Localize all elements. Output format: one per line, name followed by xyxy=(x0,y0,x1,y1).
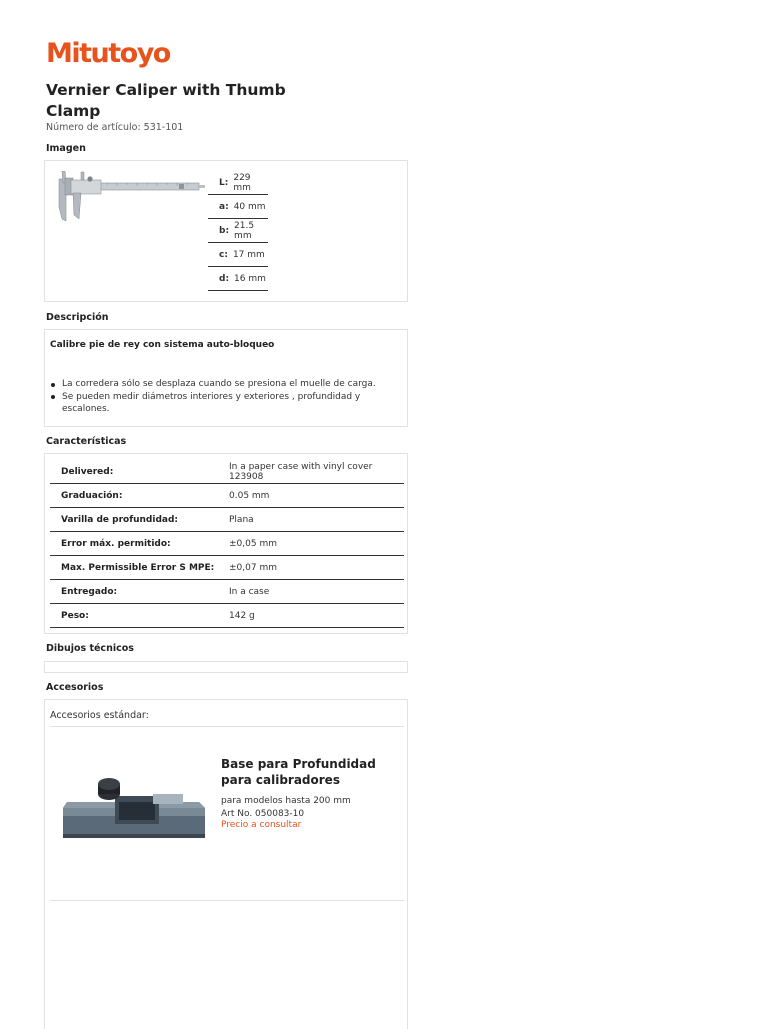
description-bullets xyxy=(50,378,407,416)
standard-accessories-label: Accesorios estándar: xyxy=(50,710,404,727)
table-row: Peso: 142 g xyxy=(50,604,404,628)
depth-base-image[interactable] xyxy=(59,776,209,848)
dimensions-list xyxy=(208,171,268,291)
characteristics-table xyxy=(50,460,404,628)
table-row: Max. Permissible Error S MPE: ±0,07 mm xyxy=(50,556,404,580)
mitutoyo-logo[interactable]: Mitutoyo xyxy=(46,38,170,69)
dimension-row: d: 16 mm xyxy=(208,267,268,291)
divider xyxy=(50,900,404,901)
description-title: Calibre pie de rey con sistema auto-bloqueo xyxy=(50,340,275,350)
accessory-details xyxy=(221,795,351,820)
product-title: Vernier Caliper with Thumb Clamp xyxy=(46,81,286,120)
list-item: Se pueden medir diámetros interiores y exteriores , profundidad y escalones. xyxy=(50,391,407,416)
dimension-row: L: 229 mm xyxy=(208,171,268,195)
dimension-row: a: 40 mm xyxy=(208,195,268,219)
dimension-row: c: 17 mm xyxy=(208,243,268,267)
accessory-art-no: Art No. 050083-10 xyxy=(221,808,305,819)
drawings-box xyxy=(44,661,408,673)
table-row: Delivered: In a paper case with vinyl cover 123908 xyxy=(50,460,404,484)
section-label-accessories: Accesorios xyxy=(46,682,104,693)
image-box xyxy=(44,160,408,302)
vernier-caliper-image xyxy=(57,171,205,227)
accessory-subtitle: para modelos hasta 200 mm xyxy=(221,796,351,806)
table-row: Varilla de profundidad: Plana xyxy=(50,508,404,532)
list-item: La corredera sólo se desplaza cuando se presiona el muelle de carga. xyxy=(50,378,407,391)
section-label-image: Imagen xyxy=(46,143,86,154)
accessory-price-link[interactable]: Precio a consultar xyxy=(221,820,302,830)
section-label-drawings: Dibujos técnicos xyxy=(46,643,134,654)
table-row: Entregado: In a case xyxy=(50,580,404,604)
description-box xyxy=(44,329,408,427)
dimension-row: b: 21.5 mm xyxy=(208,219,268,243)
table-row: Graduación: 0.05 mm xyxy=(50,484,404,508)
section-label-characteristics: Características xyxy=(46,436,127,447)
accessory-name[interactable]: Base para Profundidad para calibradores xyxy=(221,757,376,787)
section-label-description: Descripción xyxy=(46,312,109,323)
characteristics-box xyxy=(44,453,408,634)
accessories-box xyxy=(44,699,408,1029)
article-number: Número de artículo: 531-101 xyxy=(46,122,184,133)
table-row: Error máx. permitido: ±0,05 mm xyxy=(50,532,404,556)
